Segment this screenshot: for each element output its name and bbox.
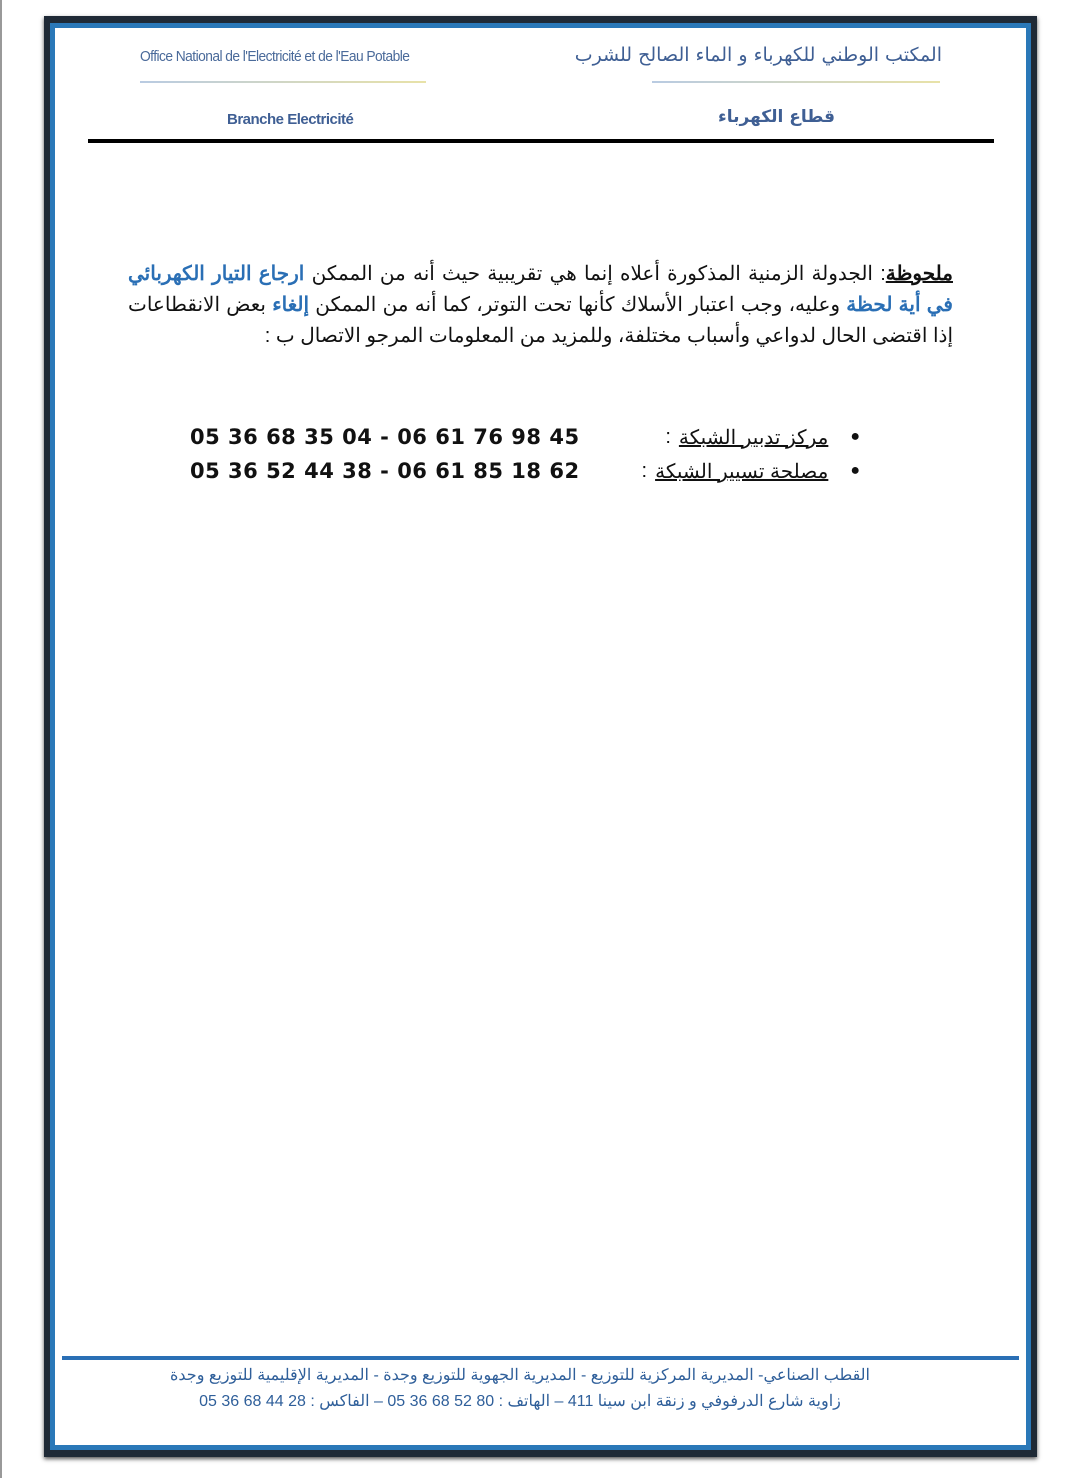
branch-ar: قطاع الكهرباء <box>718 107 835 127</box>
window-edge <box>0 0 2 1478</box>
org-name-ar: المكتب الوطني للكهرباء و الماء الصالح للشرب <box>574 44 942 66</box>
org-underline-ar <box>652 81 940 83</box>
contact-phones: 05 36 52 44 38 - 06 61 85 18 62 <box>190 459 580 483</box>
separator: : <box>665 425 671 448</box>
footer-address-line2: زاوية شارع الدرفوفي و زنقة ابن سينا 411 – الهاتف : 80 52 68 36 05 – الفاكس : 28 44 68 36 05 <box>199 1393 841 1410</box>
note-paragraph <box>128 259 953 352</box>
note-highlight: ارجاع التيار الكهربائي في أية لحظة <box>128 263 953 316</box>
org-name-fr: Office National de l'Electricité et de l'Eau Potable <box>140 48 410 65</box>
header-divider <box>88 139 994 143</box>
separator: : <box>641 459 648 482</box>
bullet-icon: ● <box>850 462 860 479</box>
footer-divider <box>62 1356 1019 1360</box>
contact-item <box>190 420 860 454</box>
contact-service: مركز تدبير الشبكة <box>678 426 829 449</box>
contact-service: مصلحة تسيير الشبكة <box>655 460 829 483</box>
contact-list <box>190 420 860 488</box>
bullet-icon: ● <box>850 428 860 445</box>
contact-phones: 05 36 68 35 04 - 06 61 76 98 45 <box>190 425 580 449</box>
note-label: ملحوظة <box>885 263 953 285</box>
note-text: : الجدولة الزمنية المذكورة أعلاه إنما هي تقريبية حيث أنه من الممكن <box>304 263 886 285</box>
contact-item <box>190 454 860 488</box>
note-text: وعليه، وجب اعتبار الأسلاك كأنها تحت التوتر، كما أنه من الممكن <box>309 294 847 316</box>
footer-address-line1: القطب الصناعي- المديرية المركزية للتوزيع - المديرية الجهوية للتوزيع وجدة - المديرية الإقليمية للتوزيع وجدة <box>170 1367 870 1384</box>
page <box>55 28 1026 1445</box>
note-text: بعض الانقطاعات إذا اقتضى الحال لدواعي وأسباب مختلفة، وللمزيد من المعلومات المرجو الاتصال ب : <box>128 294 953 347</box>
note-highlight: إلغاء <box>272 294 310 316</box>
branch-fr: Branche Electricité <box>227 111 354 128</box>
org-underline-fr <box>140 81 426 83</box>
